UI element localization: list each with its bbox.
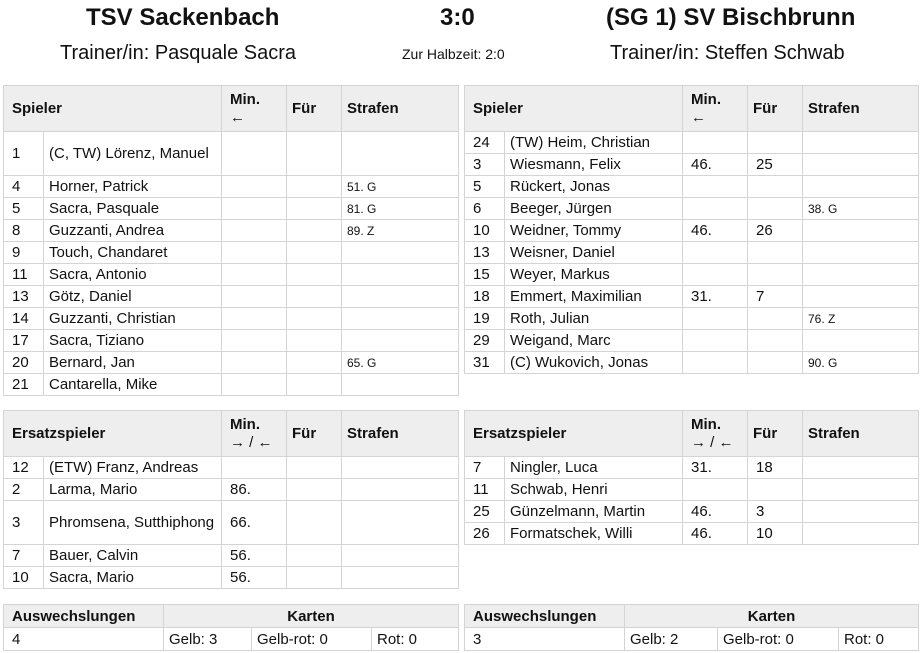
penalty: 90. G — [803, 352, 919, 374]
player-number: 17 — [4, 330, 44, 352]
player-number: 5 — [465, 176, 505, 198]
minute — [222, 457, 287, 479]
col-header-min: Min. ← — [683, 86, 748, 132]
col-header-for: Für — [287, 86, 342, 132]
replaced-number — [287, 457, 342, 479]
penalty — [803, 330, 919, 352]
col-header-min: Min. → / ← — [683, 411, 748, 457]
minute — [222, 132, 287, 176]
home-trainer: Trainer/in: Pasquale Sacra — [60, 42, 297, 64]
substitutions-count: 4 — [4, 628, 164, 651]
home-subs-table — [3, 410, 459, 589]
col-header-for: Für — [748, 86, 803, 132]
minute — [683, 352, 748, 374]
replaced-number — [748, 479, 803, 501]
table-row — [4, 374, 459, 396]
red-cards: Rot: 0 — [839, 628, 919, 651]
arrow-in-out-icon: → / ← — [230, 433, 273, 451]
replaced-number — [748, 176, 803, 198]
player-number: 18 — [465, 286, 505, 308]
minute — [222, 352, 287, 374]
substitutions-count: 3 — [465, 628, 625, 651]
table-row — [4, 308, 459, 330]
replaced-number — [287, 220, 342, 242]
replaced-number — [287, 374, 342, 396]
player-number: 8 — [4, 220, 44, 242]
col-header-for: Für — [748, 411, 803, 457]
yellow-cards: Gelb: 3 — [164, 628, 252, 651]
player-name: Wiesmann, Felix — [505, 154, 683, 176]
player-name: Cantarella, Mike — [44, 374, 222, 396]
replaced-number — [287, 264, 342, 286]
table-row — [465, 198, 919, 220]
minute — [683, 198, 748, 220]
table-row — [465, 154, 919, 176]
replaced-number — [748, 264, 803, 286]
penalty — [342, 286, 459, 308]
table-row — [465, 457, 919, 479]
table-row — [465, 330, 919, 352]
minute — [222, 198, 287, 220]
player-number: 20 — [4, 352, 44, 374]
player-name: Beeger, Jürgen — [505, 198, 683, 220]
minute — [683, 479, 748, 501]
minute — [683, 264, 748, 286]
replaced-number — [287, 308, 342, 330]
minute: 56. — [222, 545, 287, 567]
penalty — [342, 264, 459, 286]
penalty — [803, 154, 919, 176]
replaced-number — [287, 198, 342, 220]
player-number: 26 — [465, 523, 505, 545]
minute — [222, 242, 287, 264]
player-name: Horner, Patrick — [44, 176, 222, 198]
replaced-number — [287, 545, 342, 567]
replaced-number — [287, 242, 342, 264]
penalty — [803, 264, 919, 286]
away-team-name: (SG 1) SV Bischbrunn — [606, 4, 856, 31]
home-team-name: TSV Sackenbach — [86, 4, 280, 31]
penalty: 76. Z — [803, 308, 919, 330]
player-number: 24 — [465, 132, 505, 154]
player-number: 13 — [4, 286, 44, 308]
minute: 86. — [222, 479, 287, 501]
penalty — [803, 501, 919, 523]
player-number: 2 — [4, 479, 44, 501]
replaced-number — [748, 132, 803, 154]
player-name: Weyer, Markus — [505, 264, 683, 286]
table-row — [465, 352, 919, 374]
table-row — [4, 264, 459, 286]
cards-header: Karten — [625, 605, 919, 628]
replaced-number: 26 — [748, 220, 803, 242]
player-name: Larma, Mario — [44, 479, 222, 501]
minute: 46. — [683, 220, 748, 242]
player-name: (ETW) Franz, Andreas — [44, 457, 222, 479]
col-header-subs: Ersatzspieler — [4, 411, 222, 457]
player-name: (C) Wukovich, Jonas — [505, 352, 683, 374]
table-row — [4, 220, 459, 242]
player-name: (C, TW) Lörenz, Manuel — [44, 132, 222, 176]
arrow-left-icon: ← — [230, 108, 245, 126]
player-name: Ningler, Luca — [505, 457, 683, 479]
arrow-left-icon: ← — [691, 108, 706, 126]
table-row — [465, 501, 919, 523]
replaced-number — [287, 330, 342, 352]
player-name: Phromsena, Sutthiphong — [44, 501, 222, 545]
away-summary-table — [464, 604, 919, 651]
player-number: 14 — [4, 308, 44, 330]
minute — [683, 330, 748, 352]
penalty — [342, 308, 459, 330]
col-header-penalties: Strafen — [803, 411, 919, 457]
penalty — [342, 374, 459, 396]
penalty — [803, 176, 919, 198]
player-name: Emmert, Maximilian — [505, 286, 683, 308]
col-header-players: Spieler — [465, 86, 683, 132]
player-name: Rückert, Jonas — [505, 176, 683, 198]
minute: 31. — [683, 457, 748, 479]
penalty — [342, 479, 459, 501]
penalty — [803, 242, 919, 264]
table-row — [465, 132, 919, 154]
minute — [683, 308, 748, 330]
player-number: 7 — [465, 457, 505, 479]
player-number: 10 — [465, 220, 505, 242]
table-row — [4, 286, 459, 308]
col-header-min: Min. ← — [222, 86, 287, 132]
penalty: 65. G — [342, 352, 459, 374]
home-players-table — [3, 85, 459, 396]
player-name: Sacra, Tiziano — [44, 330, 222, 352]
penalty — [342, 457, 459, 479]
col-header-for: Für — [287, 411, 342, 457]
yellow-red-cards: Gelb-rot: 0 — [718, 628, 839, 651]
penalty — [342, 132, 459, 176]
player-number: 6 — [465, 198, 505, 220]
player-number: 3 — [4, 501, 44, 545]
penalty: 51. G — [342, 176, 459, 198]
minute — [222, 308, 287, 330]
player-name: Guzzanti, Andrea — [44, 220, 222, 242]
table-row — [4, 567, 459, 589]
replaced-number — [748, 330, 803, 352]
player-name: Roth, Julian — [505, 308, 683, 330]
player-number: 31 — [465, 352, 505, 374]
table-row — [465, 286, 919, 308]
table-row — [4, 330, 459, 352]
player-number: 29 — [465, 330, 505, 352]
replaced-number — [287, 479, 342, 501]
player-name: Weidner, Tommy — [505, 220, 683, 242]
away-players-table — [464, 85, 919, 374]
player-name: Formatschek, Willi — [505, 523, 683, 545]
replaced-number — [748, 352, 803, 374]
table-row — [465, 308, 919, 330]
player-number: 7 — [4, 545, 44, 567]
player-name: Bauer, Calvin — [44, 545, 222, 567]
table-row — [465, 523, 919, 545]
penalty — [342, 567, 459, 589]
yellow-cards: Gelb: 2 — [625, 628, 718, 651]
player-number: 15 — [465, 264, 505, 286]
minute — [222, 286, 287, 308]
penalty: 89. Z — [342, 220, 459, 242]
col-header-subs: Ersatzspieler — [465, 411, 683, 457]
yellow-red-cards: Gelb-rot: 0 — [252, 628, 372, 651]
table-row — [4, 545, 459, 567]
player-number: 1 — [4, 132, 44, 176]
player-name: Günzelmann, Martin — [505, 501, 683, 523]
penalty — [803, 457, 919, 479]
player-name: Weisner, Daniel — [505, 242, 683, 264]
table-row — [4, 352, 459, 374]
col-header-penalties: Strafen — [342, 411, 459, 457]
table-row — [465, 264, 919, 286]
player-number: 11 — [4, 264, 44, 286]
player-number: 9 — [4, 242, 44, 264]
table-row — [465, 479, 919, 501]
player-name: Sacra, Antonio — [44, 264, 222, 286]
home-summary-table — [3, 604, 459, 651]
minute — [222, 176, 287, 198]
table-row — [4, 176, 459, 198]
replaced-number — [748, 198, 803, 220]
minute: 46. — [683, 154, 748, 176]
penalty — [342, 545, 459, 567]
minute: 46. — [683, 523, 748, 545]
minute: 66. — [222, 501, 287, 545]
col-header-players: Spieler — [4, 86, 222, 132]
player-number: 25 — [465, 501, 505, 523]
player-number: 12 — [4, 457, 44, 479]
replaced-number — [748, 242, 803, 264]
replaced-number: 3 — [748, 501, 803, 523]
col-header-penalties: Strafen — [803, 86, 919, 132]
player-name: Guzzanti, Christian — [44, 308, 222, 330]
table-row — [465, 242, 919, 264]
arrow-in-out-icon: → / ← — [691, 433, 734, 451]
replaced-number — [748, 308, 803, 330]
away-trainer: Trainer/in: Steffen Schwab — [610, 42, 845, 64]
replaced-number: 25 — [748, 154, 803, 176]
match-score: 3:0 — [440, 4, 475, 31]
replaced-number — [287, 567, 342, 589]
player-name: Sacra, Mario — [44, 567, 222, 589]
player-number: 4 — [4, 176, 44, 198]
penalty — [803, 220, 919, 242]
minute — [683, 132, 748, 154]
player-number: 11 — [465, 479, 505, 501]
minute: 31. — [683, 286, 748, 308]
replaced-number — [287, 286, 342, 308]
table-row — [465, 220, 919, 242]
substitutions-header: Auswechslungen — [4, 605, 164, 628]
player-name: Weigand, Marc — [505, 330, 683, 352]
table-row — [4, 242, 459, 264]
player-name: Touch, Chandaret — [44, 242, 222, 264]
table-row — [4, 501, 459, 545]
halftime-score: Zur Halbzeit: 2:0 — [402, 46, 505, 62]
replaced-number — [287, 176, 342, 198]
player-name: (TW) Heim, Christian — [505, 132, 683, 154]
replaced-number — [287, 352, 342, 374]
player-name: Bernard, Jan — [44, 352, 222, 374]
penalty — [803, 286, 919, 308]
minute — [222, 264, 287, 286]
player-number: 19 — [465, 308, 505, 330]
minute — [683, 176, 748, 198]
penalty — [342, 330, 459, 352]
col-header-min: Min. → / ← — [222, 411, 287, 457]
player-name: Götz, Daniel — [44, 286, 222, 308]
penalty: 81. G — [342, 198, 459, 220]
col-header-penalties: Strafen — [342, 86, 459, 132]
player-name: Schwab, Henri — [505, 479, 683, 501]
penalty — [342, 501, 459, 545]
player-number: 5 — [4, 198, 44, 220]
player-name: Sacra, Pasquale — [44, 198, 222, 220]
minute — [683, 242, 748, 264]
player-number: 21 — [4, 374, 44, 396]
table-row — [465, 176, 919, 198]
penalty: 38. G — [803, 198, 919, 220]
penalty — [803, 479, 919, 501]
away-subs-table — [464, 410, 919, 545]
minute — [222, 374, 287, 396]
table-row — [4, 132, 459, 176]
replaced-number — [287, 132, 342, 176]
player-number: 3 — [465, 154, 505, 176]
substitutions-header: Auswechslungen — [465, 605, 625, 628]
minute — [222, 220, 287, 242]
table-row — [4, 479, 459, 501]
replaced-number: 10 — [748, 523, 803, 545]
replaced-number: 7 — [748, 286, 803, 308]
penalty — [803, 132, 919, 154]
table-row — [4, 457, 459, 479]
minute: 46. — [683, 501, 748, 523]
minute: 56. — [222, 567, 287, 589]
cards-header: Karten — [164, 605, 459, 628]
penalty — [342, 242, 459, 264]
table-row — [4, 198, 459, 220]
player-number: 13 — [465, 242, 505, 264]
red-cards: Rot: 0 — [372, 628, 459, 651]
replaced-number — [287, 501, 342, 545]
minute — [222, 330, 287, 352]
penalty — [803, 523, 919, 545]
replaced-number: 18 — [748, 457, 803, 479]
player-number: 10 — [4, 567, 44, 589]
